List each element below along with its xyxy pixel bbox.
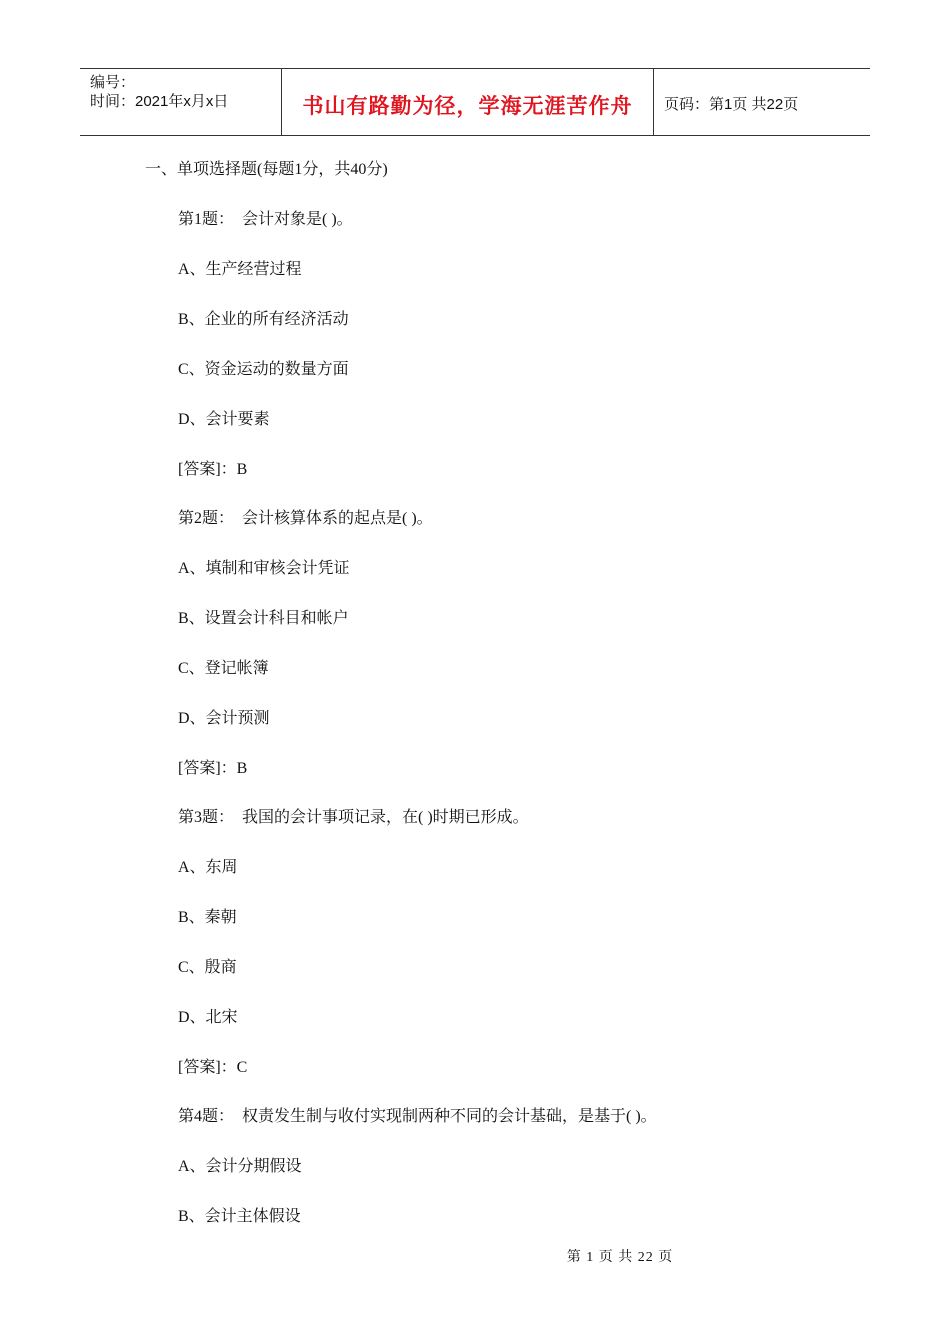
question-3-stem: 第3题： 我国的会计事项记录，在( )时期已形成。 xyxy=(178,809,529,826)
question-2-answer: [答案]：B xyxy=(178,760,248,777)
question-2-option-d: D、会计预测 xyxy=(178,710,270,727)
page-header xyxy=(80,68,870,136)
question-2-option-a: A、填制和审核会计凭证 xyxy=(178,560,350,577)
question-3-option-a: A、东周 xyxy=(178,859,238,876)
question-1-option-b: B、企业的所有经济活动 xyxy=(178,311,349,328)
question-1-answer: [答案]：B xyxy=(178,461,248,478)
document-number-label: 编号： xyxy=(90,74,136,91)
question-4-option-a: A、会计分期假设 xyxy=(178,1158,302,1175)
question-3-answer: [答案]：C xyxy=(178,1059,248,1076)
question-3-option-c: C、殷商 xyxy=(178,959,237,976)
question-1-option-a: A、生产经营过程 xyxy=(178,261,302,278)
header-meta xyxy=(80,69,282,135)
question-2-option-b: B、设置会计科目和帐户 xyxy=(178,610,349,627)
question-1-stem: 第1题： 会计对象是( )。 xyxy=(178,211,353,228)
header-page-info: 页码：第1页 共22页 xyxy=(664,95,799,113)
page-footer: 第 1 页 共 22 页 xyxy=(566,1250,674,1265)
header-motto: 书山有路勤为径，学海无涯苦作舟 xyxy=(282,69,654,135)
document-date-label: 时间：2021年x月x日 xyxy=(90,93,229,110)
question-1-option-d: D、会计要素 xyxy=(178,411,270,428)
question-2-option-c: C、登记帐簿 xyxy=(178,660,269,677)
section-title: 一、单项选择题(每题1分，共40分) xyxy=(145,161,388,178)
question-2-stem: 第2题： 会计核算体系的起点是( )。 xyxy=(178,510,433,527)
question-3-option-b: B、秦朝 xyxy=(178,909,237,926)
question-3-option-d: D、北宋 xyxy=(178,1009,238,1026)
question-4-option-b: B、会计主体假设 xyxy=(178,1208,301,1225)
question-4-stem: 第4题： 权责发生制与收付实现制两种不同的会计基础，是基于( )。 xyxy=(178,1108,657,1125)
question-1-option-c: C、资金运动的数量方面 xyxy=(178,361,349,378)
